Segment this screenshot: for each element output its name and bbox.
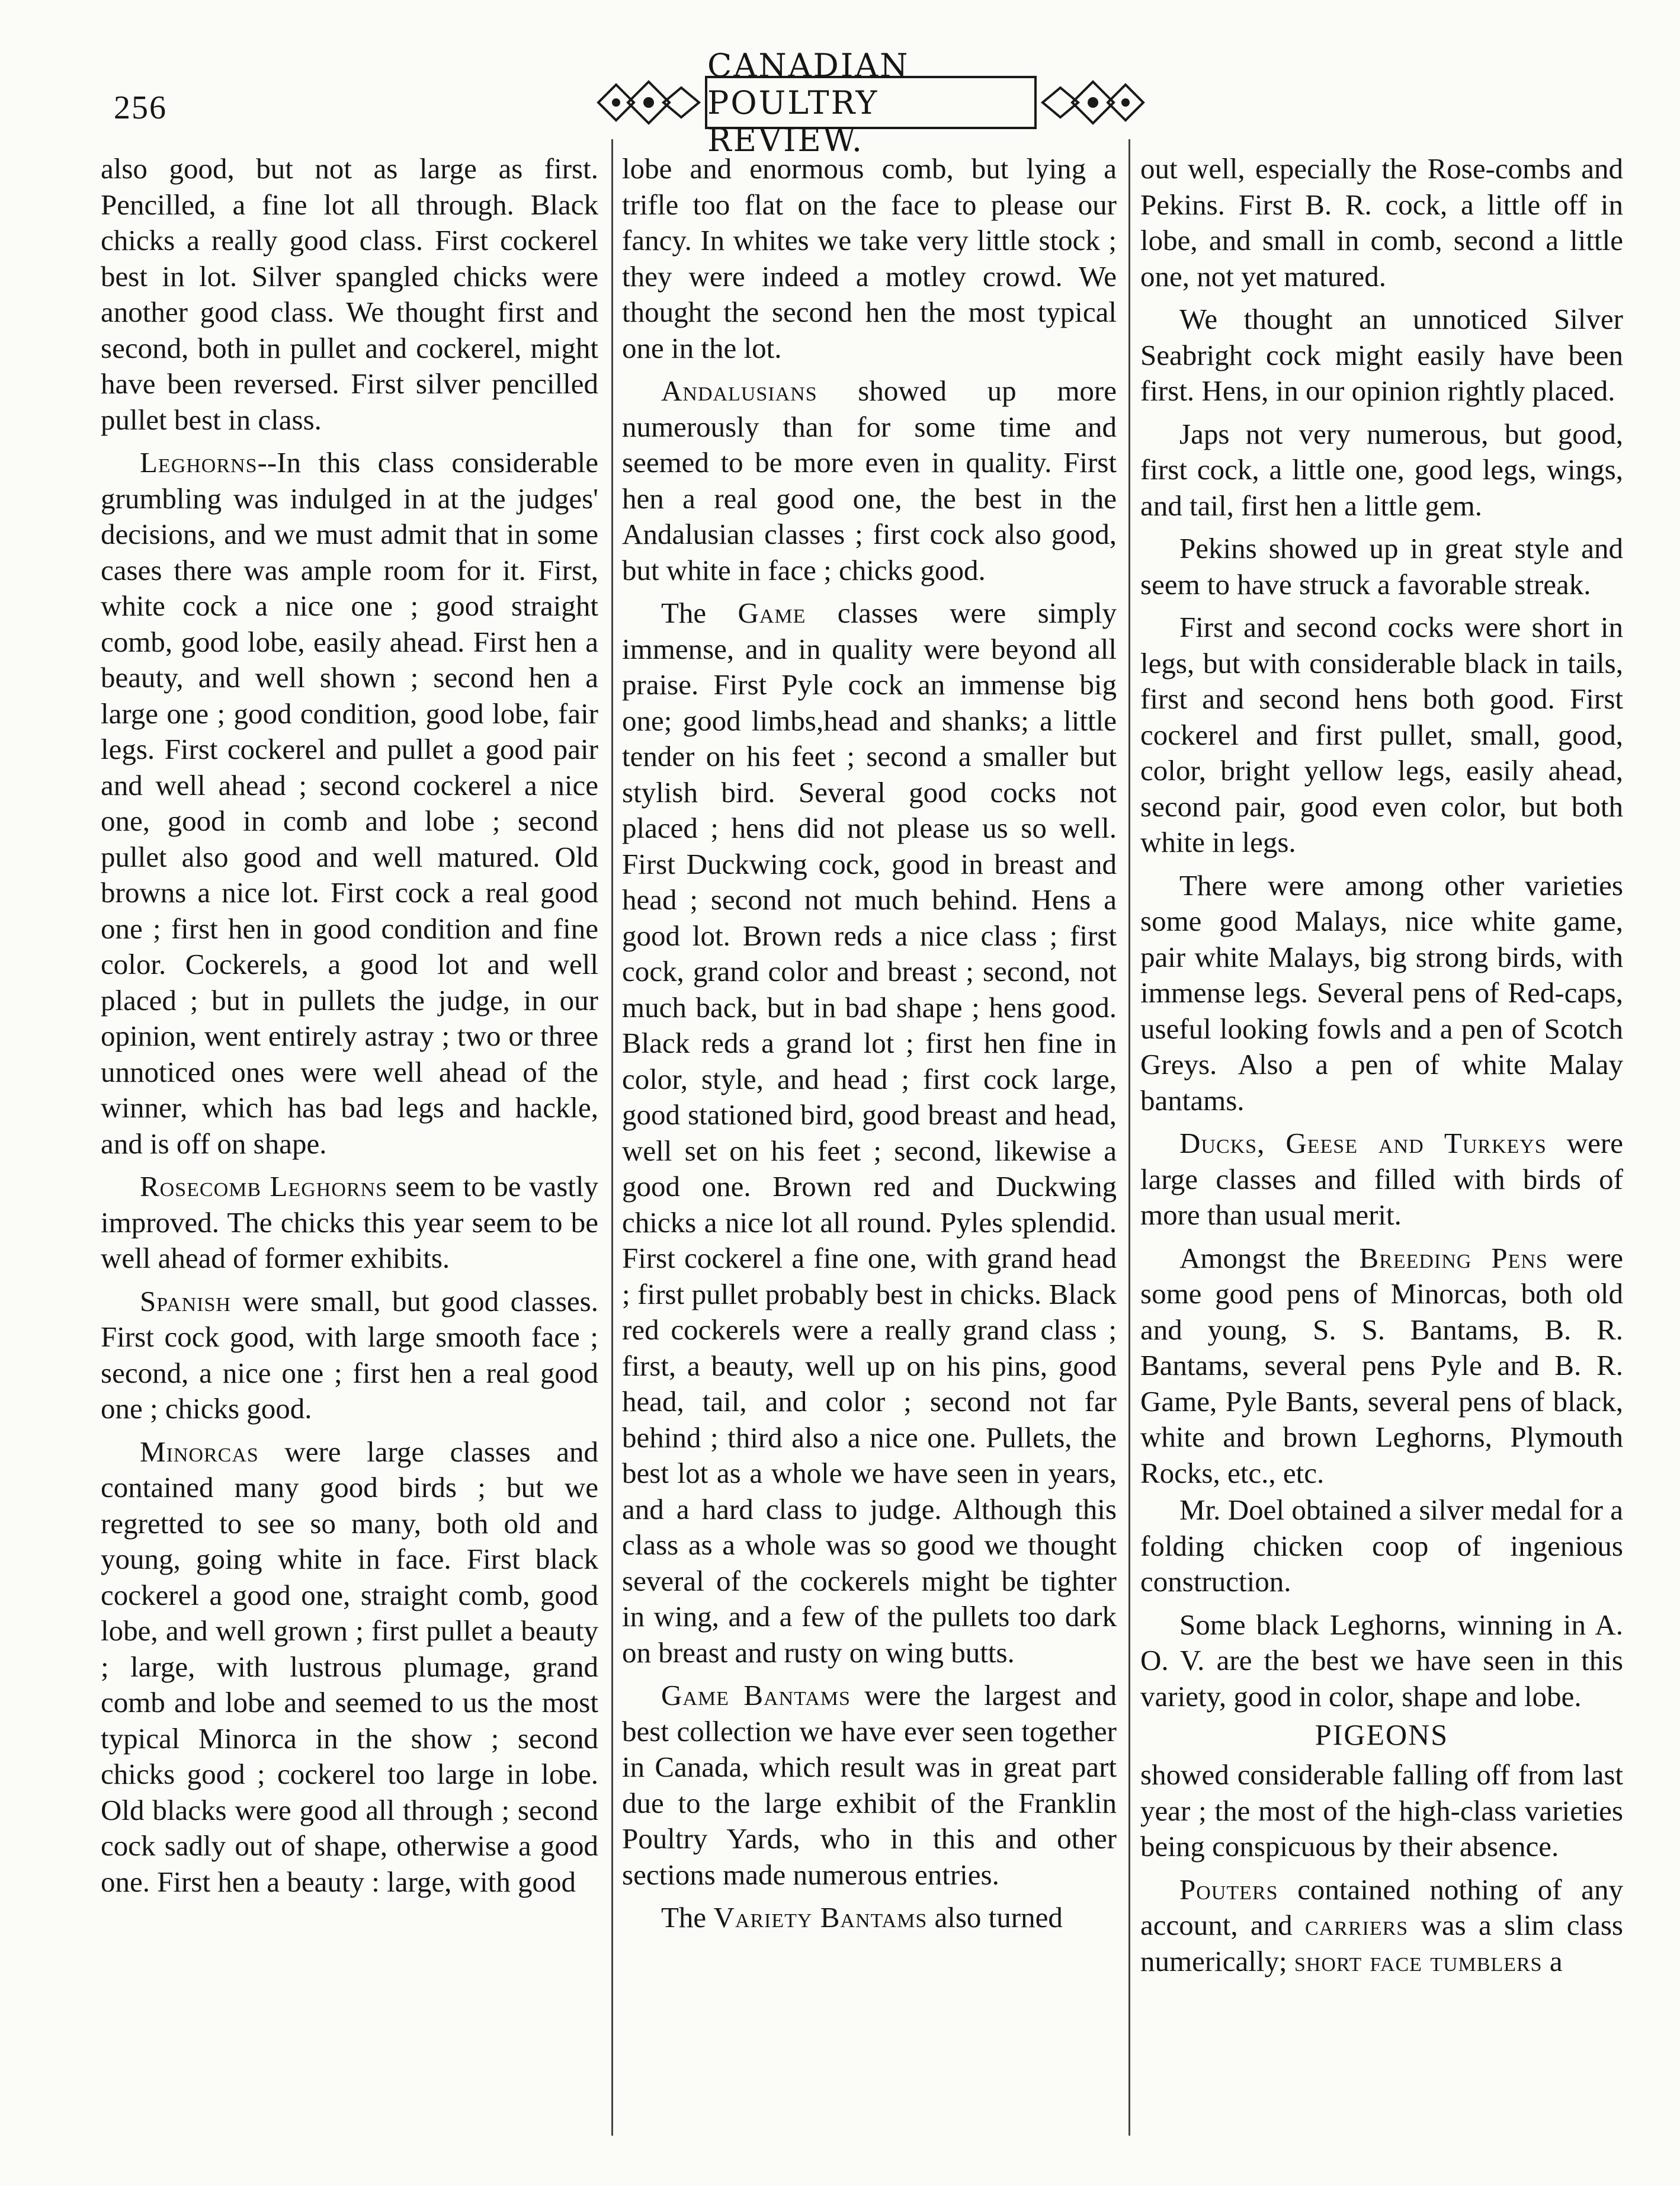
section-run-in-heading: Variety Bantams: [713, 1901, 928, 1934]
section-run-in-heading: Spanish: [140, 1284, 231, 1318]
column-3: [1140, 151, 1623, 2142]
section-run-in-heading: Rosecomb Leghorns: [140, 1170, 388, 1203]
section-run-in-heading: Leghorns: [140, 446, 258, 479]
section-run-in-heading: Game: [738, 597, 806, 629]
section-heading-pigeons: PIGEONS: [1314, 1718, 1449, 1751]
column-1: [101, 151, 598, 2142]
section-run-in-heading: Andalusians: [661, 374, 817, 407]
paragraph: Mr. Doel obtained a silver medal for a folding chicken coop of ingenious construction.: [1140, 1493, 1623, 1598]
paragraph: also good, but not as large as first. Pencilled, a fine lot all through. Black chicks a really good class. First cockerel best in lot. Silver spangled chicks were another good class. We thought first and second, both in pullet and cockerel, might have been reversed. First silver pencilled pullet best in class.: [101, 152, 598, 436]
paragraph: First and second cocks were short in legs, but with considerable black in tails, first and second hens both good. First cockerel and first pullet, small, good, color, bright yellow legs, easily ahead, second pair, good even color, but both white in legs.: [1140, 611, 1623, 858]
section-run-in-heading: Minorcas: [140, 1435, 259, 1468]
paragraph-pouters: Pouters contained nothing of any account, and carriers was a slim class numerically; short face tumblers a: [1140, 1873, 1623, 1977]
section-run-in-heading: Breeding Pens: [1359, 1241, 1548, 1274]
paragraph: lobe and enormous comb, but lying a trifle too flat on the face to please our fancy. In whites we take very little stock ; they were indeed a motley crowd. We thought the second hen the most typical one in the lot.: [622, 152, 1117, 364]
column-2: [622, 151, 1117, 2142]
paragraph-leghorns: Leghorns--In this class considerable grumbling was indulged in at the judges' decisions, and we must admit that in some cases there was ample room for it. First, white cock a nice one ; good straight comb, good lobe, easily ahead. First hen a beauty, and well shown ; second hen a large one ; good condition, good lobe, fair legs. First cockerel and pullet a good pair and well ahead ; second cockerel a nice one, good in comb and lobe ; second pullet also good and well matured. Old browns a nice lot. First cock a real good one ; first hen in good condition and fine color. Cockerels, a good lot and well placed ; but in pullets the judge, in our opinion, went entirely astray ; two or three unnoticed ones were well ahead of the winner, which has bad legs and hackle, and is off on shape.: [101, 446, 598, 1160]
paragraph-breeding-pens: Amongst the Breeding Pens were some good pens of Minorcas, both old and young, S. S. Bantams, B. R. Bantams, several pens Pyle and B. R. Game, Pyle Bants, several pens of black, white and brown Leghorns, Plymouth Rocks, etc., etc.: [1140, 1241, 1623, 1489]
paragraph: Japs not very numerous, but good, first cock, a little one, good legs, wings, and tail, first hen a little gem.: [1140, 417, 1623, 522]
paragraph-andalusians: Andalusians showed up more numerously than for some time and seemed to be more even in quality. First hen a real good one, the best in the Andalusian classes ; first cock also good, but white in face ; chicks good.: [622, 374, 1117, 586]
masthead-title: CANADIAN POULTRY REVIEW.: [705, 76, 1037, 129]
masthead: [592, 46, 1149, 159]
paragraph: Pekins showed up in great style and seem to have struck a favorable streak.: [1140, 532, 1623, 601]
paragraph: out well, especially the Rose-combs and Pekins. First B. R. cock, a little off in lobe, and small in comb, second a little one, not yet matured.: [1140, 152, 1623, 293]
section-run-in-heading: Game Bantams: [661, 1679, 851, 1711]
section-run-in-heading: Ducks, Geese and Turkeys: [1179, 1127, 1547, 1159]
section-run-in-heading: carriers: [1304, 1909, 1409, 1941]
section-run-in-heading: Pouters: [1179, 1873, 1278, 1906]
paragraph: Some black Leghorns, winning in A. O. V. are the best we have seen in this variety, good in color, shape and lobe.: [1140, 1608, 1623, 1713]
article-body: [101, 151, 1623, 2142]
page-number: 256: [114, 89, 167, 126]
paragraph-game: The Game classes were simply immense, and in quality were beyond all praise. First Pyle cock an immense big one; good limbs,head and shanks; a little tender on his feet ; second a smaller but stylish bird. Several good cocks not placed ; hens did not please us so well. First Duckwing cock, good in breast and head ; second not much behind. Hens a good lot. Brown reds a nice class ; first cock, grand color and breast ; second, not much back, but in bad shape ; hens good. Black reds a grand lot ; first hen fine in color, style, and head ; first cock large, good stationed bird, good breast and head, well set on his feet ; second, likewise a good one. Brown red and Duckwing chicks a nice lot all round. Pyles splendid. First cockerel a fine one, with grand head ; first pullet probably best in chicks. Black red cockerels were a really grand class ; first, a beauty, well up on his pins, good head, tail, and color ; second not far behind ; third also a nice one. Pullets, the best lot as a whole we have seen in years, and a hard class to judge. Although this class as a whole was so good we thought several of the cockerels might be tighter in wing, and a few of the pullets too dark on breast and rusty on wing butts.: [622, 597, 1117, 1669]
paragraph-variety-bantams: The Variety Bantams also turned: [661, 1901, 1063, 1934]
paragraph: There were among other varieties some good Malays, nice white game, pair white Malays, big strong birds, with immense legs. Several pens of Red-caps, useful looking fowls and a pen of Scotch Greys. Also a pen of white Malay bantams.: [1140, 868, 1623, 1117]
paragraph-minorcas: Minorcas were large classes and contained many good birds ; but we regretted to see so many, both old and young, going white in face. First black cockerel a good one, straight comb, good lobe, and well grown ; first pullet a beauty ; large, with lustrous plumage, grand comb and lobe and seemed to us the most typical Minorca in the show ; second chicks good ; cockerel too large in lobe. Old blacks were good all through ; second cock sadly out of shape, otherwise a good one. First hen a beauty : large, with good: [101, 1435, 598, 1898]
page-header: [0, 0, 1680, 159]
paragraph-rosecomb-leghorns: Rosecomb Leghorns seem to be vastly improved. The chicks this year seem to be well ahead of former exhibits.: [101, 1170, 598, 1274]
paragraph: We thought an unnoticed Silver Seabright cock might easily have been first. Hens, in our opinion rightly placed.: [1140, 303, 1623, 407]
paragraph: showed considerable falling off from last year ; the most of the high-class varieties being conspicuous by their absence.: [1140, 1758, 1623, 1863]
paragraph-game-bantams: Game Bantams were the largest and best collection we have ever seen together in Canada, which result was in great part due to the large exhibit of the Franklin Poultry Yards, who in this and other sections made numerous entries.: [622, 1679, 1117, 1891]
paragraph-spanish: Spanish were small, but good classes. First cock good, with large smooth face ; second, a nice one ; first hen a real good one ; chicks good.: [101, 1284, 598, 1425]
paragraph-ducks-geese-turkeys: Ducks, Geese and Turkeys were large classes and filled with birds of more than usual merit.: [1140, 1127, 1623, 1231]
section-run-in-heading: short face tumblers: [1294, 1944, 1543, 1977]
